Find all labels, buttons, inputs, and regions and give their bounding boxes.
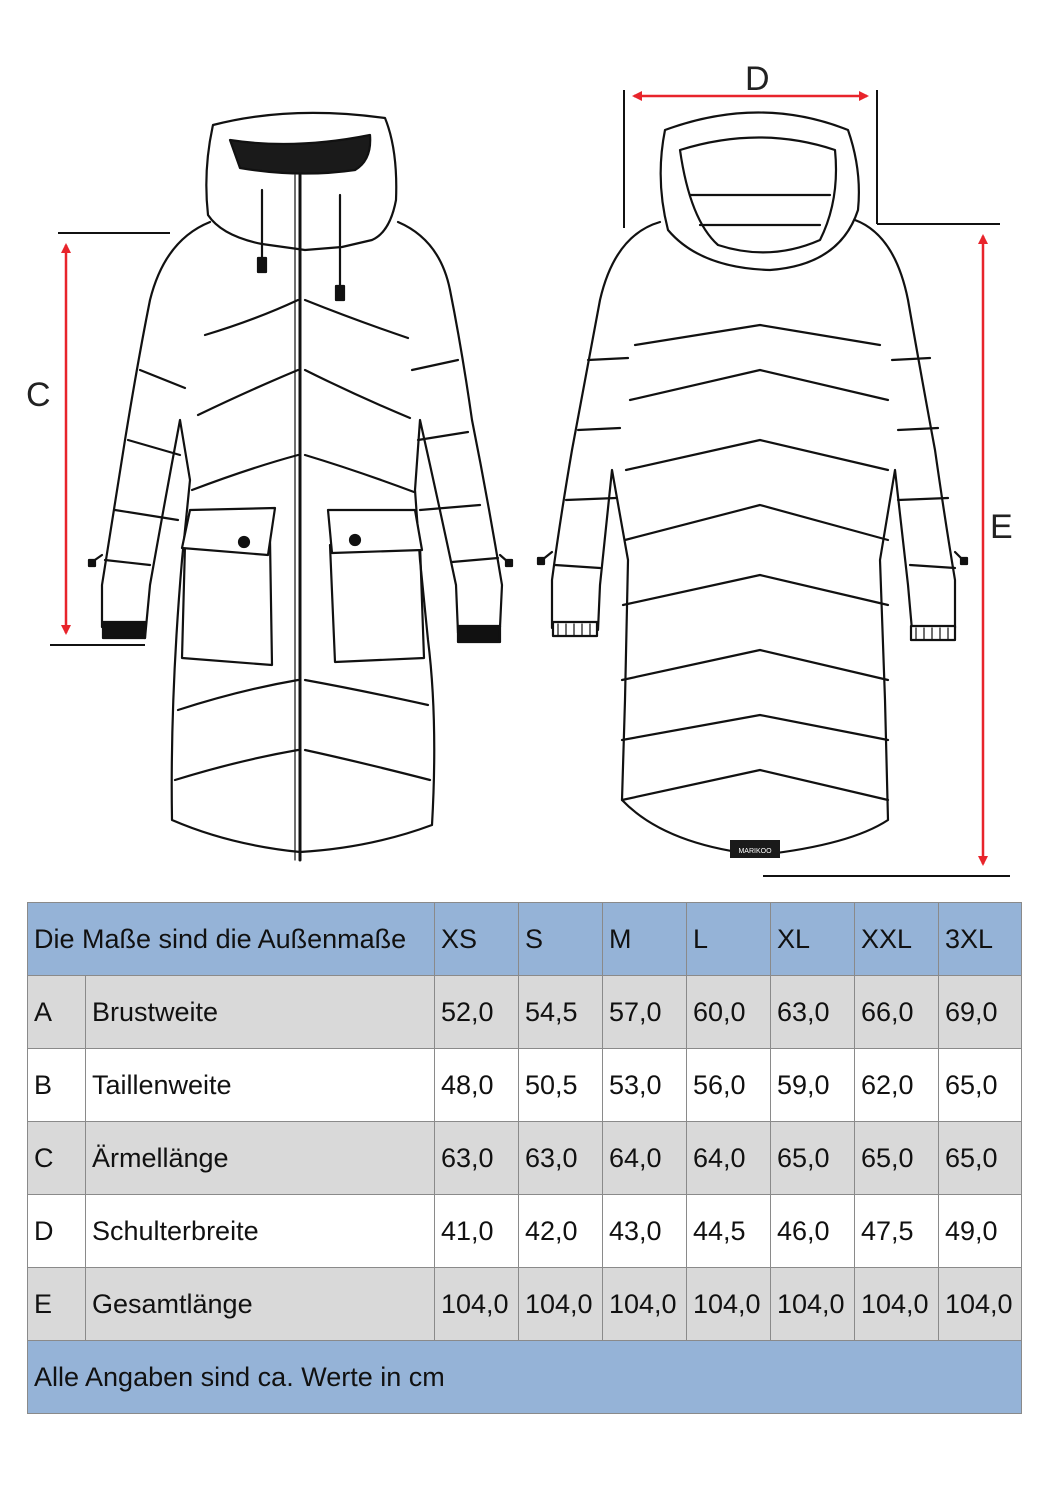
table-cell: 60,0: [687, 976, 771, 1049]
table-cell: 64,0: [603, 1122, 687, 1195]
size-header: L: [687, 903, 771, 976]
row-name: Ärmellänge: [86, 1122, 435, 1195]
table-cell: 52,0: [435, 976, 519, 1049]
table-header-row: [28, 903, 1022, 976]
row-name: Schulterbreite: [86, 1195, 435, 1268]
size-header: S: [519, 903, 603, 976]
table-row: [28, 1268, 1022, 1341]
table-cell: 46,0: [771, 1195, 855, 1268]
table-cell: 53,0: [603, 1049, 687, 1122]
row-code: B: [28, 1049, 86, 1122]
table-cell: 56,0: [687, 1049, 771, 1122]
size-chart-table: [27, 902, 1022, 1414]
table-cell: 65,0: [771, 1122, 855, 1195]
size-header: XL: [771, 903, 855, 976]
table-cell: 47,5: [855, 1195, 939, 1268]
table-cell: 63,0: [771, 976, 855, 1049]
table-cell: 62,0: [855, 1049, 939, 1122]
table-cell: 43,0: [603, 1195, 687, 1268]
row-code: D: [28, 1195, 86, 1268]
front-view-jacket: [89, 113, 512, 860]
table-cell: 44,5: [687, 1195, 771, 1268]
footer-note: Alle Angaben sind ca. Werte in cm: [28, 1341, 1022, 1414]
dimension-c-label: C: [26, 376, 51, 414]
table-cell: 104,0: [939, 1268, 1022, 1341]
size-header: 3XL: [939, 903, 1022, 976]
row-name: Taillenweite: [86, 1049, 435, 1122]
table-cell: 104,0: [603, 1268, 687, 1341]
dimension-e-label: E: [990, 508, 1013, 546]
table-cell: 104,0: [687, 1268, 771, 1341]
table-cell: 104,0: [435, 1268, 519, 1341]
table-cell: 42,0: [519, 1195, 603, 1268]
table-cell: 64,0: [687, 1122, 771, 1195]
table-cell: 57,0: [603, 976, 687, 1049]
table-row: [28, 1049, 1022, 1122]
table-cell: 66,0: [855, 976, 939, 1049]
table-cell: 41,0: [435, 1195, 519, 1268]
row-code: A: [28, 976, 86, 1049]
row-code: C: [28, 1122, 86, 1195]
table-row: [28, 976, 1022, 1049]
brand-tag-label: MARIKOO: [738, 848, 772, 855]
table-cell: 69,0: [939, 976, 1022, 1049]
size-header: M: [603, 903, 687, 976]
table-cell: 104,0: [855, 1268, 939, 1341]
dimension-d-label: D: [745, 60, 770, 98]
size-header: XS: [435, 903, 519, 976]
table-cell: 63,0: [519, 1122, 603, 1195]
table-cell: 65,0: [855, 1122, 939, 1195]
row-code: E: [28, 1268, 86, 1341]
table-row: [28, 1195, 1022, 1268]
header-label: Die Maße sind die Außenmaße: [28, 903, 435, 976]
table-footer-row: [28, 1341, 1022, 1414]
table-cell: 63,0: [435, 1122, 519, 1195]
table-cell: 104,0: [771, 1268, 855, 1341]
table-row: [28, 1122, 1022, 1195]
table-cell: 65,0: [939, 1049, 1022, 1122]
row-name: Gesamtlänge: [86, 1268, 435, 1341]
table-cell: 59,0: [771, 1049, 855, 1122]
table-cell: 49,0: [939, 1195, 1022, 1268]
table-cell: 48,0: [435, 1049, 519, 1122]
table-cell: 65,0: [939, 1122, 1022, 1195]
table-cell: 104,0: [519, 1268, 603, 1341]
table-cell: 54,5: [519, 976, 603, 1049]
size-header: XXL: [855, 903, 939, 976]
row-name: Brustweite: [86, 976, 435, 1049]
table-cell: 50,5: [519, 1049, 603, 1122]
